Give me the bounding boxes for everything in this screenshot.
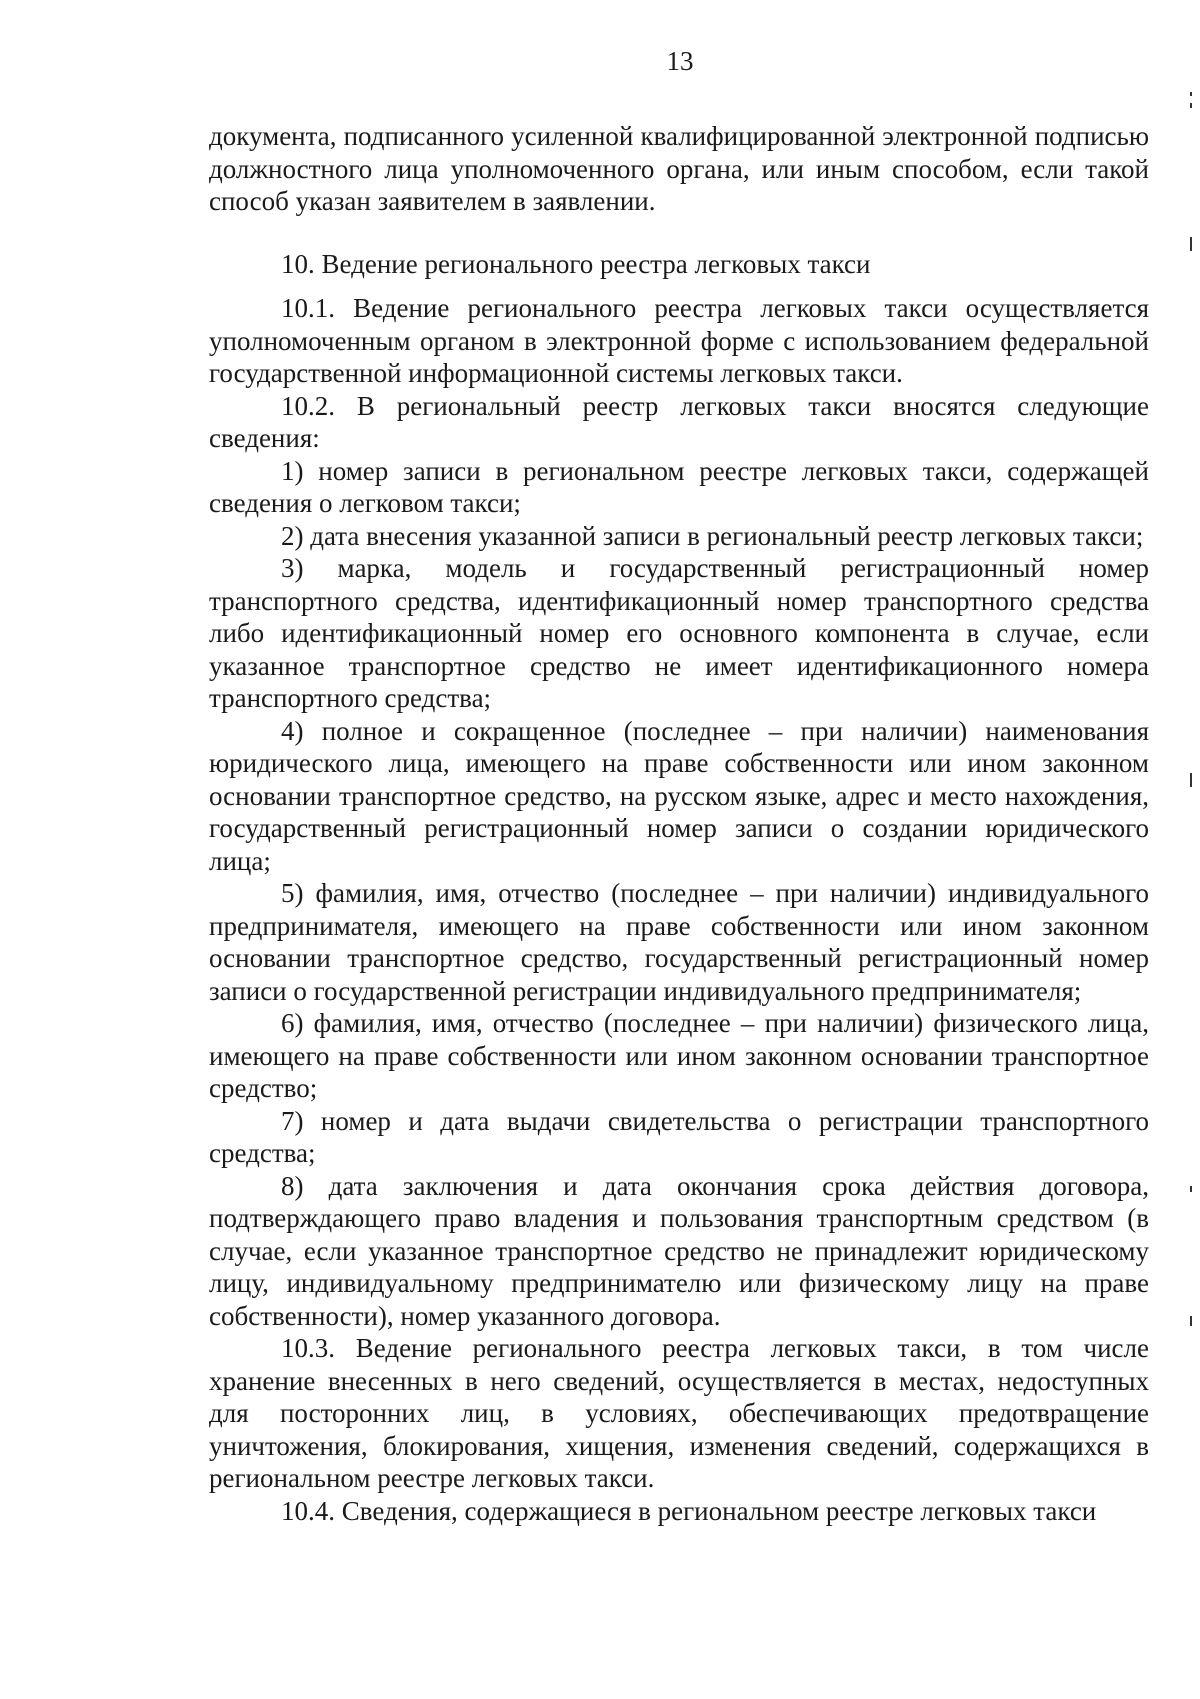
- scan-mark: [1190, 1186, 1192, 1192]
- list-item-6: 6) фамилия, имя, отчество (последнее – при наличии) физического лица, имеющего на праве собственности или ином законном основании транспортное средство;: [209, 1008, 1149, 1103]
- list-item-2: 2) дата внесения указанной записи в региональный реестр легковых такси;: [281, 520, 1144, 551]
- paragraph-continuation: документа, подписанного усиленной квалифицированной электронной подписью должностного лица уполномоченного органа, или иным способом, если такой способ указан заявителем в заявлении.: [209, 121, 1149, 216]
- paragraph-10-4: 10.4. Сведения, содержащиеся в региональном реестре легковых такси: [281, 1495, 1097, 1526]
- section-heading: 10. Ведение регионального реестра легковых такси: [281, 248, 871, 279]
- list-item-3: 3) марка, модель и государственный регистрационный номер транспортного средства, идентификационный номер транспортного средства либо идентификационный номер его основного компонента в случае, если указанное транспортное средство не имеет идентификационного номера транспортного средства;: [209, 553, 1149, 713]
- paragraph-10-3: 10.3. Ведение регионального реестра легковых такси, в том числе хранение внесенных в него сведений, осуществляется в местах, недоступных для посторонних лиц, в условиях, обеспечивающих предотвращение уничтожения, блокирования, хищения, изменения сведений, содержащихся в региональном реестре легковых такси.: [209, 1333, 1149, 1493]
- list-item-7: 7) номер и дата выдачи свидетельства о регистрации транспортного средства;: [209, 1105, 1149, 1168]
- scan-mark: [1190, 103, 1192, 108]
- scan-mark: [1190, 237, 1192, 251]
- paragraph-10-2: 10.2. В региональный реестр легковых такси вносятся следующие сведения:: [209, 390, 1149, 453]
- list-item-1: 1) номер записи в региональном реестре легковых такси, содержащей сведения о легковом такси;: [209, 455, 1149, 518]
- paragraph-10-1: 10.1. Ведение регионального реестра легковых такси осуществляется уполномоченным органом в электронной форме с использованием федеральной государственной информационной системы легковых такси.: [209, 293, 1149, 388]
- scan-mark: [1190, 92, 1192, 96]
- document-body: [209, 120, 1149, 1527]
- scan-mark: [1190, 773, 1192, 787]
- scan-mark: [1190, 1316, 1192, 1326]
- list-item-5: 5) фамилия, имя, отчество (последнее – при наличии) индивидуального предпринимателя, имеющего на праве собственности или ином законном основании транспортное средство, государственный регистрационный номер записи о государственной регистрации индивидуального предпринимателя;: [209, 878, 1149, 1006]
- page-number: 13: [666, 46, 694, 76]
- list-item-4: 4) полное и сокращенное (последнее – при наличии) наименования юридического лица, имеющего на праве собственности или ином законном основании транспортное средство, на русском языке, адрес и место нахождения, государственный регистрационный номер записи о создании юридического лица;: [209, 715, 1149, 876]
- list-item-8: 8) дата заключения и дата окончания срока действия договора, подтверждающего право владения и пользования транспортным средством (в случае, если указанное транспортное средство не принадлежит юридическому лицу, индивидуальному предпринимателю или физическому лицу на праве собственности), номер указанного договора.: [209, 1170, 1149, 1331]
